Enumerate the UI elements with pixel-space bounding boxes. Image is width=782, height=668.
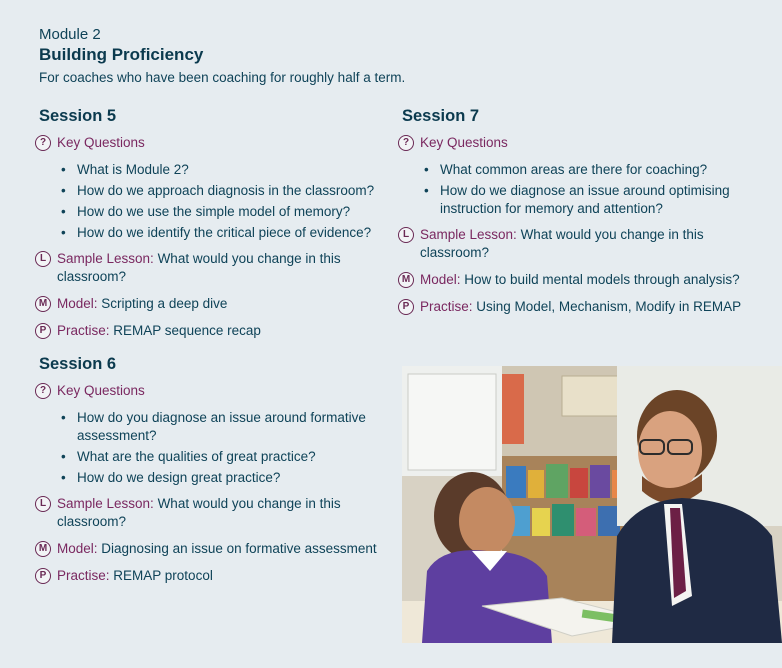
session-title: Session 7 — [402, 107, 480, 125]
lesson-icon: L — [35, 251, 51, 267]
question-list — [35, 409, 380, 487]
model-label: Model: — [57, 296, 98, 311]
practise-text: REMAP protocol — [109, 568, 213, 583]
list-item: • How do we approach diagnosis in the classroom? — [59, 182, 380, 200]
model-label: Model: — [420, 272, 461, 287]
sample-lesson — [35, 250, 380, 286]
lesson-icon: L — [35, 496, 51, 512]
list-item: • What common areas are there for coaching? — [422, 161, 748, 179]
left-column — [35, 106, 380, 594]
practise-label: Practise: — [57, 568, 110, 583]
practise-text: Using Model, Mechanism, Modify in REMAP — [472, 299, 742, 314]
sample-lesson-text: What would you change in this classroom? — [57, 496, 341, 529]
practise-text: REMAP sequence recap — [109, 323, 261, 338]
key-questions-heading — [35, 134, 380, 152]
model — [398, 271, 748, 289]
question-icon: ? — [35, 135, 51, 151]
right-column — [398, 106, 748, 325]
session-title: Session 5 — [39, 107, 117, 125]
sample-lesson — [35, 495, 380, 531]
key-questions-label: Key Questions — [57, 135, 145, 150]
model — [35, 540, 380, 558]
question-list — [35, 161, 380, 242]
practise-label: Practise: — [420, 299, 473, 314]
sample-lesson-text: What would you change in this classroom? — [420, 227, 704, 260]
sample-lesson-text: What would you change in this classroom? — [57, 251, 341, 284]
list-item: • How do we use the simple model of memory? — [59, 203, 380, 221]
sample-lesson-label: Sample Lesson: — [420, 227, 517, 242]
module-subtitle: For coaches who have been coaching for roughly half a term. — [39, 70, 406, 85]
model-text: Scripting a deep dive — [97, 296, 228, 311]
module-label: Module 2 — [39, 26, 101, 43]
model — [35, 295, 380, 313]
model-icon: M — [35, 296, 51, 312]
list-item: • How do we identify the critical piece of evidence? — [59, 224, 380, 242]
classroom-photo-illustration — [402, 366, 782, 643]
key-questions-heading — [35, 382, 380, 400]
sample-lesson-label: Sample Lesson: — [57, 251, 154, 266]
practise-label: Practise: — [57, 323, 110, 338]
sample-lesson — [398, 226, 748, 262]
list-item: • What are the qualities of great practice? — [59, 448, 380, 466]
list-item: • What is Module 2? — [59, 161, 380, 179]
list-item: • How do we design great practice? — [59, 469, 380, 487]
model-icon: M — [398, 272, 414, 288]
question-icon: ? — [398, 135, 414, 151]
model-text: Diagnosing an issue on formative assessment — [97, 541, 377, 556]
question-list — [398, 161, 748, 218]
session-5 — [35, 106, 380, 340]
key-questions-label: Key Questions — [420, 135, 508, 150]
module-header — [39, 26, 405, 88]
model-icon: M — [35, 541, 51, 557]
practise-icon: P — [35, 323, 51, 339]
list-item: • How do you diagnose an issue around formative assessment? — [59, 409, 380, 445]
module-title: Building Proficiency — [39, 45, 204, 64]
model-text: How to build mental models through analysis? — [460, 272, 740, 287]
practise-icon: P — [398, 299, 414, 315]
practise — [35, 567, 380, 585]
practise — [398, 298, 748, 316]
lesson-icon: L — [398, 227, 414, 243]
session-6 — [35, 354, 380, 585]
session-7 — [398, 106, 748, 316]
model-label: Model: — [57, 541, 98, 556]
question-icon: ? — [35, 383, 51, 399]
key-questions-label: Key Questions — [57, 383, 145, 398]
session-title: Session 6 — [39, 355, 117, 373]
practise-icon: P — [35, 568, 51, 584]
key-questions-heading — [398, 134, 748, 152]
practise — [35, 322, 380, 340]
list-item: • How do we diagnose an issue around optimising instruction for memory and attention? — [422, 182, 748, 218]
sample-lesson-label: Sample Lesson: — [57, 496, 154, 511]
classroom-photo — [402, 366, 782, 643]
